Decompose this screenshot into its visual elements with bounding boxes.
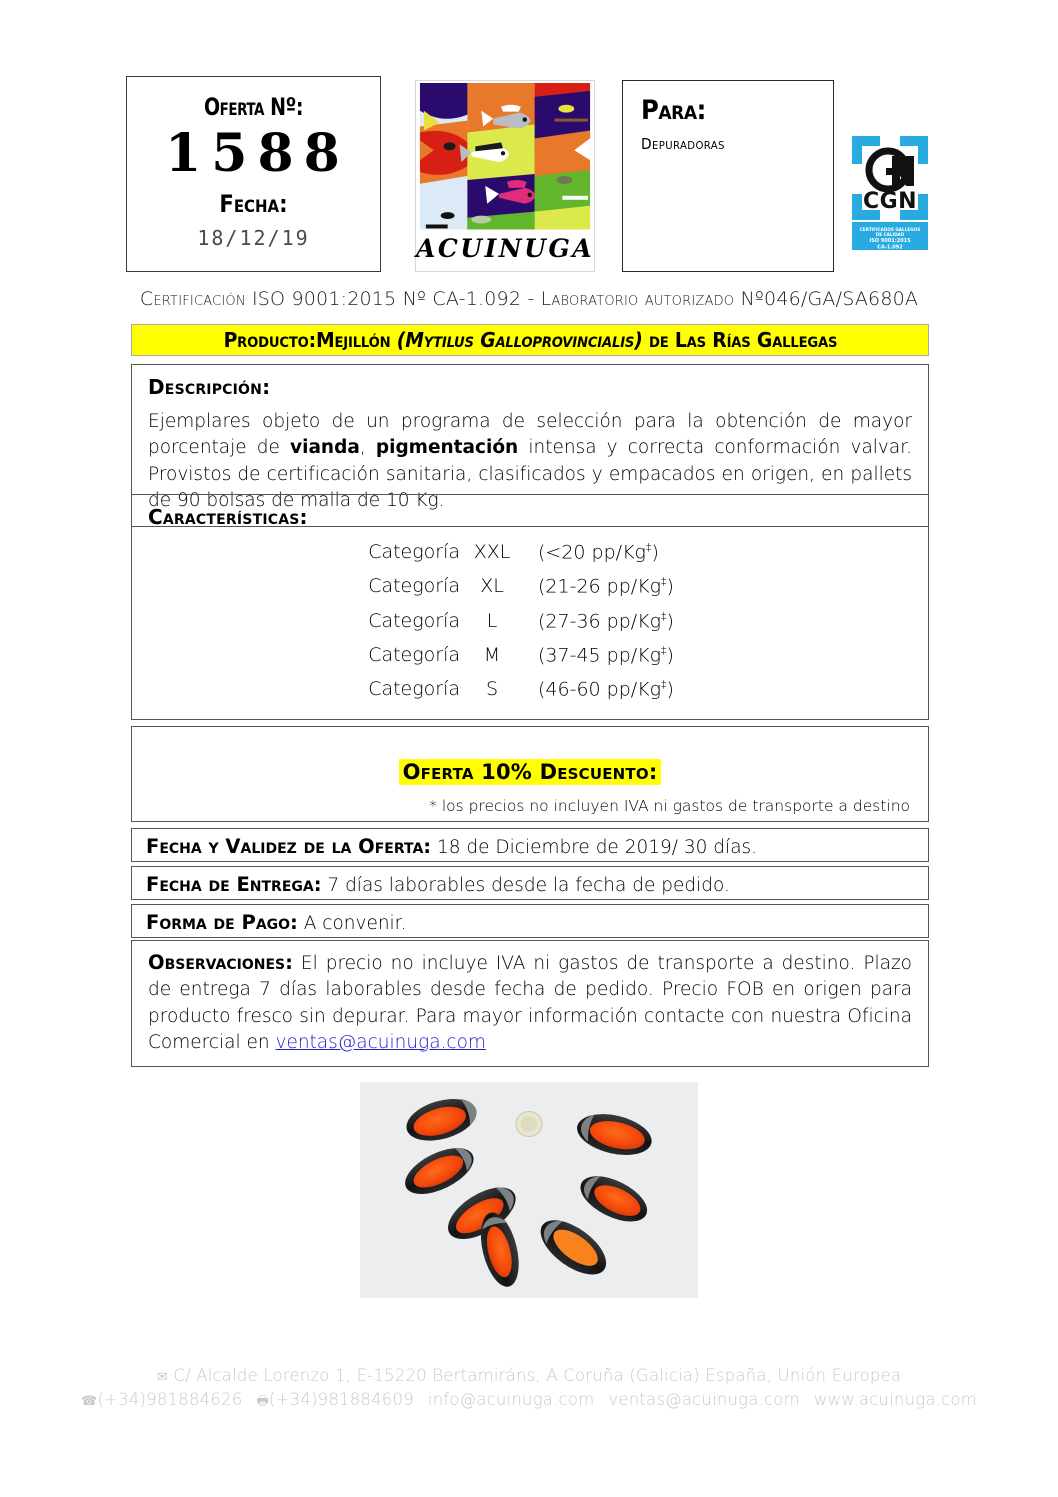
category-size: XXL [473,541,511,563]
category-range-text: (46-60 pp/Kg [538,678,662,701]
category-range-close: ) [666,644,674,667]
footer-email-info[interactable]: info@acuinuga.com [427,1390,595,1409]
footer-address: C/ Alcalde Lorenzo 1, E-15220 Bertamiráns, A Coruña (Galicia) España, Unión Europea [173,1366,902,1385]
fax-icon: 🖶 [256,1394,269,1409]
page-footer [0,1366,1058,1414]
svg-text:DE CALIDAD: DE CALIDAD [875,232,905,237]
observations-body: El precio no incluye IVA ni gastos de transporte a destino. Plazo de entrega 7 días laborables desde fecha de pedido. Precio FOB en origen para producto fresco sin depurar. Para mayor información contacte con nuestra Oficina Comercial en [148,953,912,1053]
document-header [126,76,936,276]
recipient-label: Para: [641,95,706,126]
characteristics-section [131,494,929,720]
offer-number-box [126,76,381,272]
footer-email-ventas[interactable]: ventas@acuinuga.com [608,1390,800,1409]
footer-fax: (+34)981884609 [268,1390,414,1409]
payment-method-value: A convenir. [297,913,407,934]
category-range [524,678,728,700]
iso-certification-line: Certificación ISO 9001:2015 Nº CA-1.092 - Laboratorio autorizado Nº046/GA/SA680A [139,288,919,310]
recipient-value: Depuradoras [641,135,725,153]
category-range-close: ) [651,541,659,564]
offer-validity-value: 18 de Diciembre de 2019/ 30 días. [431,837,758,858]
footer-contact-line [0,1390,1058,1414]
category-range [524,610,728,632]
category-row [148,678,912,700]
footer-address-line [0,1366,1058,1385]
description-heading: Descripción: [148,375,271,399]
category-range-mark: ‡ [661,609,667,623]
category-range-text: (27-36 pp/Kg [538,609,662,632]
description-bold-2: pigmentación [375,437,519,459]
offer-date-label: Fecha: [219,189,288,218]
acuinuga-wordmark: ACUINUGA [416,234,595,264]
discount-title: Oferta 10% Descuento: [399,759,662,785]
phone-icon: ☎ [81,1394,98,1409]
discount-section [131,726,929,822]
category-range-mark: ‡ [661,678,667,692]
observations-label: Observaciones: [148,951,293,974]
envelope-icon: ✉ [156,1370,168,1385]
footer-website[interactable]: www.acuinuga.com [813,1390,977,1409]
svg-text:ISO 9001:2015: ISO 9001:2015 [869,238,911,244]
category-range-text: (37-45 pp/Kg [538,644,662,667]
category-range [524,644,728,666]
category-range [524,575,728,597]
mussels-photo [360,1082,698,1298]
category-range-text: (<20 pp/Kg [538,541,646,564]
category-range-mark: ‡ [661,643,667,657]
discount-note: * los precios no incluyen IVA ni gastos de transporte a destino [429,797,910,815]
category-label: Categoría [368,643,460,666]
acuinuga-logo [415,80,595,272]
offer-number: 1588 [165,123,350,184]
category-range-mark: ‡ [645,541,652,554]
characteristics-heading: Características: [148,505,308,529]
category-label: Categoría [368,575,460,598]
offer-validity-row [131,828,929,862]
product-prefix: Producto: [223,328,316,352]
category-range-close: ) [666,575,674,598]
category-size: XL [480,575,504,598]
product-suffix: de Las Rías Gallegas [642,328,837,352]
category-size: M [483,643,501,666]
contact-email-link[interactable]: ventas@acuinuga.com [275,1031,486,1053]
category-range-text: (21-26 pp/Kg [538,575,662,598]
svg-text:CA-1.092: CA-1.092 [877,244,903,251]
category-range-close: ) [666,609,674,632]
delivery-date-label: Fecha de Entrega: [146,873,322,896]
category-row [148,610,912,632]
product-species: (Mytilus Galloprovincialis) [396,328,643,352]
payment-method-row [131,904,929,938]
delivery-date-row [131,866,929,900]
cgn-certification-logo [848,132,932,254]
category-row [148,541,912,563]
payment-method-label: Forma de Pago: [146,911,298,934]
description-bold-1: vianda [290,437,360,459]
offer-validity-label: Fecha y Validez de la Oferta: [146,835,432,858]
product-title-bar [131,324,929,356]
category-range [524,541,728,563]
svg-text:CERTIFICADOS GALLEGOS: CERTIFICADOS GALLEGOS [859,227,921,232]
category-label: Categoría [368,678,460,701]
recipient-box [622,80,834,272]
description-text-2: , [359,437,376,459]
acuinuga-fish-mosaic-icon [416,81,594,231]
observations-section [131,940,929,1067]
svg-text:CGN: CGN [862,189,918,214]
description-text-1: Ejemplares objeto de un programa de selección para la obtención de mayor porcentaje de [148,411,912,459]
footer-phone: (+34)981884626 [97,1390,243,1409]
category-range-mark: ‡ [661,575,667,589]
category-size: L [486,609,498,632]
category-row [148,644,912,666]
offer-label: Oferta Nº: [203,93,304,121]
category-row [148,575,912,597]
category-label: Categoría [368,541,460,563]
category-list [148,541,912,701]
description-text-3: intensa y correcta conformación valvar. Provistos de certificación sanitaria, clasificados y empacados en origen, en pallets de 90 bolsas de malla de 10 Kg. [148,437,912,511]
category-range-close: ) [666,678,674,701]
delivery-date-value: 7 días laborables desde la fecha de pedido. [321,875,730,896]
product-name: Mejillón [315,328,397,352]
category-size: S [485,678,499,701]
category-label: Categoría [368,609,460,632]
offer-date-value: 18/12/19 [197,225,310,250]
observations-text [148,949,912,1056]
